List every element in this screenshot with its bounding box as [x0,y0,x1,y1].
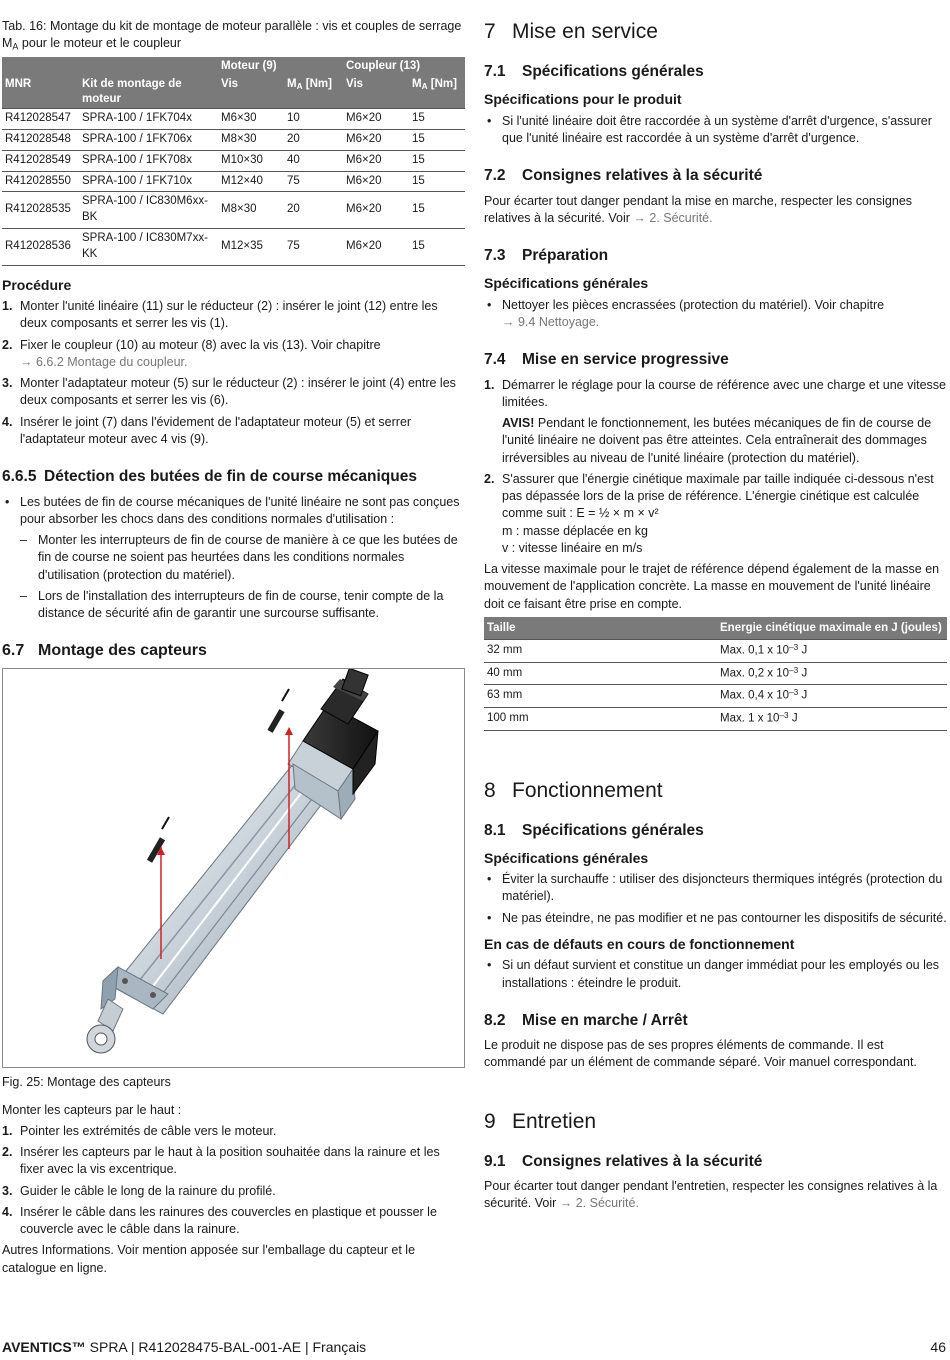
commissioning-steps [484,377,947,558]
torque-table [2,57,465,266]
page-number: 46 [930,1339,946,1355]
table-row: R412028550 SPRA-100 / 1FK710x M12×40 75 M6×20 15 [2,171,465,192]
subheading: En cas de défauts en cours de fonctionnement [484,935,795,952]
list-item: 2. Insérer les capteurs par le haut à la position souhaitée dans la rainure et les fixer avec la vis excentrique. [2,1145,440,1177]
table-row: R412028535 SPRA-100 / IC830M6xx-BK M8×30 20 M6×20 15 [2,192,465,229]
table-row: R412028547 SPRA-100 / 1FK704x M6×30 10 M6×20 15 [2,109,465,130]
table-row: 100 mm Max. 1 x $10^{-3}$ J [484,707,947,730]
table-row: R412028536 SPRA-100 / IC830M7xx-KK M12×35 75 M6×20 15 [2,229,465,266]
bullet-list [484,113,947,148]
table-row: 40 mm Max. 0,2 x $10^{-3}$ J [484,662,947,685]
col-energy: Energie cinétique maximale en J (joules) [717,617,947,640]
list-item: • Si l'unité linéaire doit être raccordée à un système d'arrêt d'urgence, s'assurer que l'unité linéaire est raccordée à un système d'arrêt d'urgence. [484,113,947,148]
section-heading-81: 8.1 Spécifications générales [484,821,704,839]
chapter-heading-8: 8 Fonctionnement [484,778,663,802]
col-ma-coupler: $M_A$ [Nm] [409,75,465,108]
list-item: 1. Monter l'unité linéaire (11) sur le réducteur (2) : insérer le joint (12) entre les deux composants et serrer les vis (1). [2,299,438,331]
energy-table [484,617,947,731]
list-item: – Lors de l'installation des interrupteurs de fin de course, tenir compte de la distance de sécurité afin de garantir une surcourse suffisante. [2,588,465,623]
col-size: Taille [484,617,717,640]
list-item: 4. Insérer le câble dans les rainures des couvercles en plastique et pousser le couvercle avec le câble dans la rainure. [2,1204,437,1237]
col-kit: Kit de montage de moteur [79,75,218,108]
paragraph: Le produit ne dispose pas de ses propres éléments de commande. Il est commandé par un élément de commande séparé. Voir manuel correspondant. [484,1038,917,1070]
list-item: 3. Guider le câble le long de la rainure du profilé. [2,1183,276,1198]
chapter-heading-9: 9 Entretien [484,1109,597,1133]
bullet-list [484,871,947,927]
footer-doc-info: AVENTICS™ SPRA | R412028475-BAL-001-AE | Français [2,1339,367,1355]
subheading: Spécifications générales [484,849,649,866]
sensor-mounting-figure [2,668,465,1068]
dash-list [2,532,465,622]
group-coupler-header: Coupleur (13) [343,57,465,75]
xref-link[interactable]: → 9.4 Nettoyage. [502,314,600,329]
list-item: • Ne pas éteindre, ne pas modifier et ne pas contourner les dispositifs de sécurité. [484,910,947,927]
paragraph: Pour écarter tout danger pendant l'entretien, respecter les consignes relatives à la sécurité. Voir → 2. Sécurité. [484,1178,938,1211]
procedure-heading: Procédure [2,276,72,293]
list-item: 4. Insérer le joint (7) dans l'évidement de l'adaptateur moteur (5) et serrer l'adaptateur moteur avec 4 vis (9). [2,414,412,446]
list-item: • Nettoyer les pièces encrassées (protection du matériel). Voir chapitre → 9.4 Nettoyage. [484,297,947,332]
list-item: 1. Pointer les extrémités de câble vers le moteur. [2,1123,277,1138]
section-heading-71: 7.1 Spécifications générales [484,62,704,80]
list-item: 3. Monter l'adaptateur moteur (5) sur le réducteur (2) : insérer le joint (4) entre les deux composants et serrer les vis (6). [2,376,456,408]
section-heading-72: 7.2 Consignes relatives à la sécurité [484,167,763,185]
sensor-steps [2,1123,465,1239]
section-heading-73: 7.3 Préparation [484,247,609,265]
list-item: – Monter les interrupteurs de fin de course de manière à ce que les butées de fin de course ne soient pas heurtées dans les conditions normales d'utilisation (protection du matériel). [2,532,465,584]
table-row: R412028548 SPRA-100 / 1FK706x M8×30 20 M6×20 15 [2,129,465,150]
list-item: 1. Démarrer le réglage pour la course de référence avec une charge et une vitesse limitées. AVIS! Pendant le fonctionnement, les butées mécaniques de fin de course de l'unité linéaire ne doivent pas être atteintes. Cela entraînerait des dommages irréversibles au niveau de l'unité linéaire (protection du matériel). [484,377,947,467]
sensor-intro: Monter les capteurs par le haut : [2,1102,182,1117]
section-heading-91: 9.1 Consignes relatives à la sécurité [484,1152,763,1170]
right-column [484,18,947,1216]
list-item: 2. S'assurer que l'énergie cinétique maximale par taille indiquée ci-dessous n'est pas dépassée lors de la prise de référence. L'énergie cinétique est calculée comme suit : E = ½ × m × v² m : masse déplacée en kg v : vitesse linéaire en m/s [484,471,934,555]
section-heading-665: 6.6.5 Détection des butées de fin de course mécaniques [2,468,417,486]
subheading: Spécifications générales [484,275,649,292]
paragraph: Pour écarter tout danger pendant la mise en marche, respecter les consignes relatives à la sécurité. Voir → 2. Sécurité. [484,193,913,225]
left-column [2,18,465,1281]
notice: AVIS! Pendant le fonctionnement, les butées mécaniques de fin de course de l'unité linéaire ne doivent pas être atteintes. Cela entraînerait des dommages irréversibles au niveau de l'unité linéaire (protection du matériel). [502,416,932,465]
bullet-list [484,297,947,332]
col-mnr: MNR [2,75,79,108]
list-item: • Si un défaut survient et constitue un danger immédiat pour les employés ou les installations : éteindre le produit. [484,957,947,992]
bullet-list [2,494,465,529]
table-caption: Tab. 16: Montage du kit de montage de moteur parallèle : vis et couples de serrage $M_A$ pour le moteur et le coupleur [2,19,462,52]
procedure-steps [2,298,465,448]
col-vis-coupler: Vis [343,75,409,108]
xref-link[interactable]: → 2. Sécurité. [559,1196,639,1211]
section-heading-67: 6.7 Montage des capteurs [2,642,207,660]
bullet-list [484,957,947,992]
col-vis-motor: Vis [218,75,284,108]
group-motor-header: Moteur (9) [218,57,343,75]
section-heading-82: 8.2 Mise en marche / Arrêt [484,1011,688,1029]
list-item: • Éviter la surchauffe : utiliser des disjoncteurs thermiques intégrés (protection du matériel). [484,871,947,906]
table-row: 32 mm Max. 0,1 x $10^{-3}$ J [484,640,947,663]
paragraph: La vitesse maximale pour le trajet de référence dépend également de la masse en mouvement de l'application concrète. La masse en mouvement de l'unité linéaire doit ce faisant être prise en compte. [484,562,940,611]
table-row: R412028549 SPRA-100 / 1FK708x M10×30 40 M6×20 15 [2,150,465,171]
table-row: 63 mm Max. 0,4 x $10^{-3}$ J [484,685,947,708]
chapter-heading-7: 7 Mise en service [484,20,658,43]
subheading: Spécifications pour le produit [484,91,682,108]
col-ma-motor: $M_A$ [Nm] [284,75,343,108]
sensor-outro: Autres Informations. Voir mention apposée sur l'emballage du capteur et le catalogue en ligne. [2,1243,416,1275]
xref-link[interactable]: → 2. Sécurité. [633,210,713,225]
xref-link[interactable]: → 6.6.2 Montage du coupleur. [20,354,188,369]
linear-actuator-illustration [3,669,464,1067]
list-item: 2. Fixer le coupleur (10) au moteur (8) avec la vis (13). Voir chapitre → 6.6.2 Montage du coupleur. [2,337,381,369]
list-item: • Les butées de fin de course mécaniques de l'unité linéaire ne sont pas conçues pour absorber les chocs dans des conditions normales d'utilisation : [2,494,465,529]
figure-caption: Fig. 25: Montage des capteurs [2,1075,171,1090]
page-footer [2,1338,946,1357]
section-heading-74: 7.4 Mise en service progressive [484,351,729,369]
